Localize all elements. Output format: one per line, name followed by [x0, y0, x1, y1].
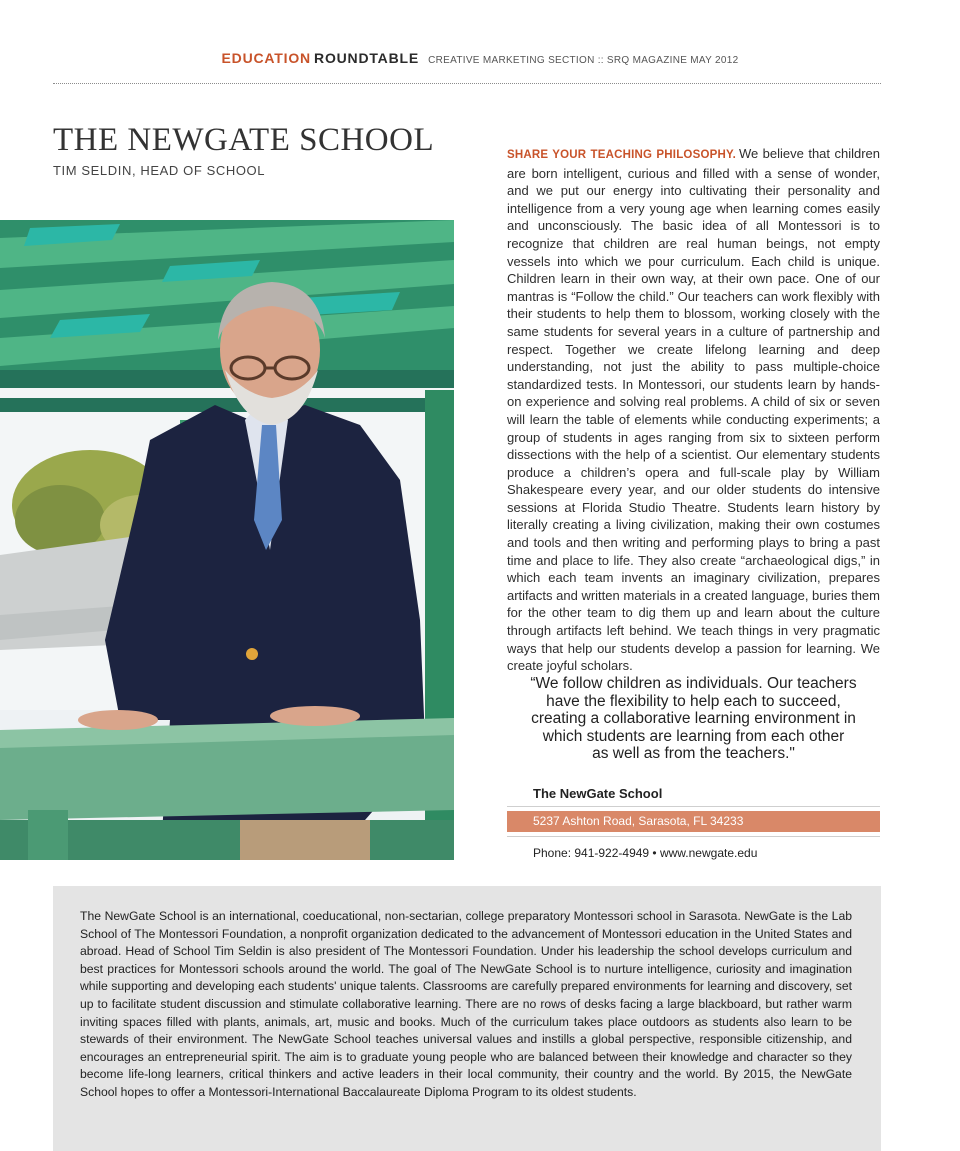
quote-line: have the flexibility to help each to succeed,: [546, 692, 841, 710]
contact-divider: [507, 836, 880, 837]
pull-quote: [507, 675, 880, 763]
section-detail: CREATIVE MARKETING SECTION :: SRQ MAGAZINE MAY 2012: [428, 55, 739, 66]
answer-text: We believe that children are born intelligent, curious and filled with a sense of wonder, and we put our energy into cultivating their personality and intelligence from a very young age when learning comes easily and unconsciously. The basic idea of all Montessori is to recognize that children are real human beings, not empty vessels into which we pour curriculum. Each child is unique. Children learn in their own way, at their own pace. One of our mantras is “Follow the child.” Our teachers can work flexibly with their students to help them to blossom, working closely with the same students for several years in a culture of partnership and respect. Together we create lifelong learning and deep understanding, not just the ability to pass multiple-choice standardized tests. In Montessori, our students learn by hands-on experience and solving real problems. A child of six or seven will learn the table of elements while conducting experiments; a group of students in ages ranging from six to sixteen perform dissections with the help of a scientist. Our elementary students produce a children’s opera and full-scale play by William Shakespeare every year, and our older students do intensive sessions at Florida Studio Theatre. Students learn history by literally creating a living civilization, making their own costumes and tools and then writing and performing plays to bring a past time and place to life. They also create “archaeological digs,” in which each team invents an imaginary civilization, prepares artifacts and written materials in a created language, buries them for the other team to dig them up and learn about the culture through artifacts left behind. We teach things in very pragmatic ways that help our students develop a passion for learning. We create joyful scholars.: [507, 146, 880, 674]
contact-phone-web: Phone: 941-922-4949 • www.newgate.edu: [533, 846, 758, 860]
lead-question: SHARE YOUR TEACHING PHILOSOPHY.: [507, 149, 736, 161]
about-box: [53, 886, 881, 1151]
page-header: [0, 50, 960, 66]
quote-line: “We follow children as individuals. Our teachers: [530, 675, 857, 692]
quote-line: creating a collaborative learning environment in: [531, 710, 856, 728]
school-title: THE NEWGATE SCHOOL: [53, 122, 435, 158]
section-label-bold: ROUNDTABLE: [314, 50, 419, 66]
contact-address: 5237 Ashton Road, Sarasota, FL 34233: [507, 811, 880, 832]
quote-line: as well as from the teachers.": [592, 745, 795, 763]
contact-divider: [507, 806, 880, 807]
quote-line: which students are learning from each other: [542, 727, 845, 745]
article-body: [507, 145, 880, 675]
header-divider: [53, 83, 881, 84]
portrait-photo: [0, 220, 454, 860]
section-label-accent: EDUCATION: [221, 50, 311, 66]
about-text: The NewGate School is an international, coeducational, non-sectarian, college preparatory Montessori school in Sarasota. NewGate is the Lab School of The Montessori Foundation, a nonprofit organization dedicated to the advancement of Montessori education in the United States and abroad. Head of School Tim Seldin is also president of The Montessori Foundation. Under his leadership the school develops curriculum and best practices for Montessori schools around the world. The goal of The NewGate School is to nurture intelligence, curiosity and imagination while supporting and developing each students' unique talents. Classrooms are carefully prepared environments for learning and discovery, set up to facilitate student discussion and stimulate collaborative learning. There are no rows of desks facing a large blackboard, but rather warm inviting spaces filled with plants, animals, art, music and books. Much of the curriculum takes place outdoors as students also learn to be stewards of their environment. The NewGate School teaches universal values and instills a global perspective, responsible citizenship, and encourages an entrepreneurial spirit. The aim is to graduate young people who are balanced between their knowledge and character so they become life-long learners, critical thinkers and active leaders in their local community, their country and the world. By 2015, the NewGate School hopes to offer a Montessori-International Baccalaureate Diploma Program to its oldest students.: [80, 909, 852, 1099]
contact-name: The NewGate School: [533, 786, 663, 801]
person-title: TIM SELDIN, HEAD OF SCHOOL: [53, 163, 266, 178]
